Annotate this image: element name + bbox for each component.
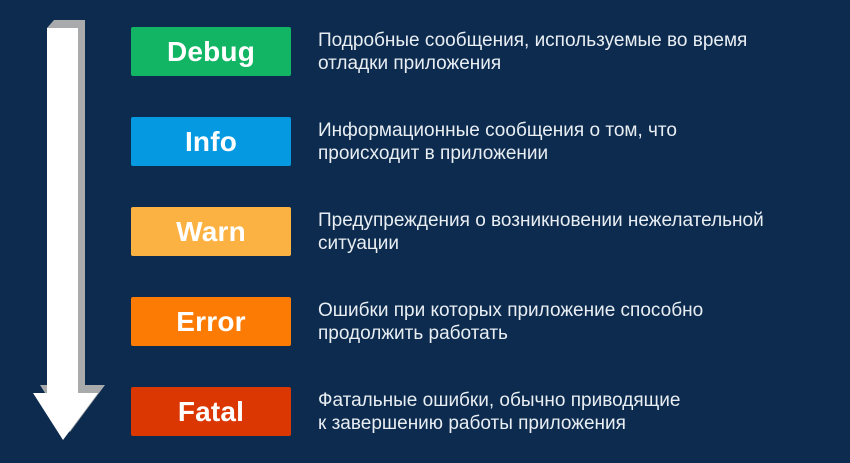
down-arrow-icon <box>0 0 120 463</box>
level-description-warn <box>318 209 764 255</box>
description-line: к завершению работы приложения <box>318 412 626 434</box>
level-row-warn <box>131 207 764 256</box>
description-line: продолжить работать <box>318 322 508 344</box>
down-arrow-front-face <box>33 28 98 440</box>
level-badge-debug: Debug <box>131 27 291 76</box>
level-row-fatal <box>131 387 764 436</box>
description-line: происходит в приложении <box>318 142 549 164</box>
level-row-info <box>131 117 764 166</box>
level-description-fatal <box>318 389 680 435</box>
level-badge-fatal: Fatal <box>131 387 291 436</box>
level-description-debug <box>318 29 747 75</box>
description-line: Ошибки при которых приложение способно <box>318 299 704 321</box>
level-row-error <box>131 297 764 346</box>
level-description-info <box>318 119 677 165</box>
level-badge-info: Info <box>131 117 291 166</box>
description-line: ситуации <box>318 232 399 254</box>
level-badge-error: Error <box>131 297 291 346</box>
description-line: Подробные сообщения, используемые во время <box>318 29 748 51</box>
description-line: Фатальные ошибки, обычно приводящие <box>318 389 681 411</box>
description-line: Информационные сообщения о том, что <box>318 119 677 141</box>
levels-list <box>131 27 764 436</box>
level-badge-warn: Warn <box>131 207 291 256</box>
level-row-debug <box>131 27 764 76</box>
description-line: отладки приложения <box>318 52 502 74</box>
description-line: Предупреждения о возникновении нежелательной <box>318 209 764 231</box>
level-description-error <box>318 299 703 345</box>
